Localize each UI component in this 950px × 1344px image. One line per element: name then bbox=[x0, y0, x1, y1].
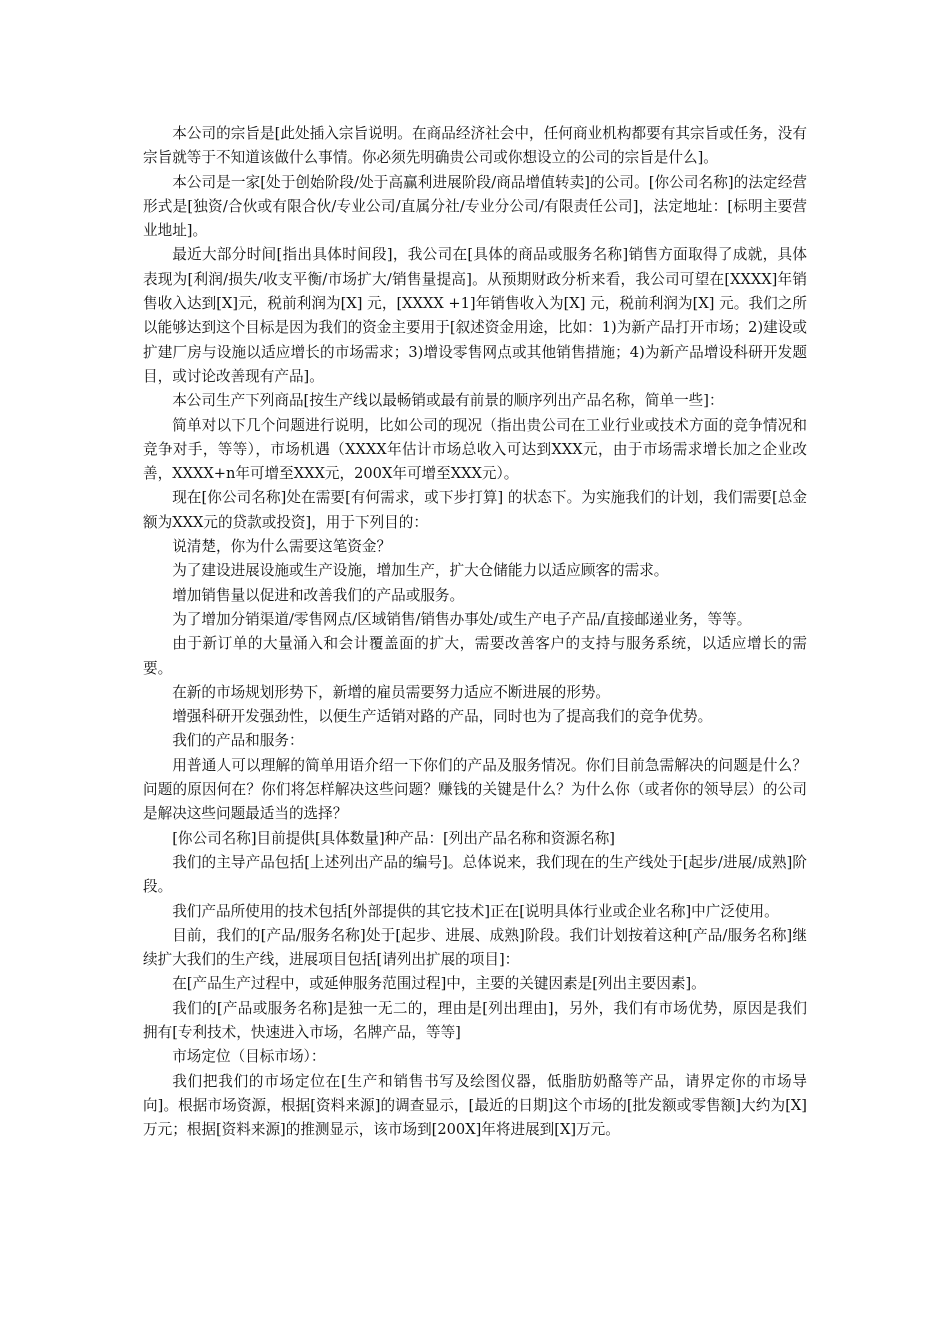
paragraph-purpose-support: 由于新订单的大量涌入和会计覆盖面的扩大，需要改善客户的支持与服务系统，以适应增长的需要。 bbox=[143, 635, 807, 677]
paragraph-product-list: 本公司生产下列商品[按生产线以最畅销或最有前景的顺序列出产品名称，简单一些]： bbox=[172, 392, 724, 410]
paragraph-company-form: 本公司是一家[处于创始阶段/处于高赢利进展阶段/商品增值转卖]的公司。[你公司名称]的法定经营形式是[独资/合伙或有限合伙/专业公司/直属分社/专业分公司/有限责任公司]，法定地址：[标明主要营业地址]。 bbox=[143, 173, 807, 240]
paragraph-stage: 目前，我们的[产品/服务名称]处于[起步、进展、成熟]阶段。我们计划按着这种[产品/服务名称]继续扩大我们的生产线，进展项目包括[请列出扩展的项目]： bbox=[143, 926, 807, 969]
paragraph-purpose-channels: 为了增加分销渠道/零售网点/区域销售/销售办事处/或生产电子产品/直接邮递业务，等等。 bbox=[172, 610, 752, 628]
paragraph-key-factors: 在[产品生产过程中，或延伸服务范围过程]中，主要的关键因素是[列出主要因素]。 bbox=[172, 975, 706, 993]
paragraph-products-intro: 用普通人可以理解的简单用语介绍一下你们的产品及服务情况。你们目前急需解决的问题是什么？问题的原因何在？你们将怎样解决这些问题？赚钱的关键是什么？为什么你（或者你的领导层）的公司是解决这些问题最适当的选择？ bbox=[143, 756, 807, 823]
document-body bbox=[143, 122, 807, 1142]
paragraph-technology: 我们产品所使用的技术包括[外部提供的其它技术]正在[说明具体行业或企业名称]中广泛使用。 bbox=[172, 902, 779, 920]
paragraph-main-products: 我们的主导产品包括[上述列出产品的编号]。总体说来，我们现在的生产线处于[起步/进展/成熟]阶段。 bbox=[143, 853, 807, 896]
paragraph-mission: 本公司的宗旨是[此处插入宗旨说明。在商品经济社会中，任何商业机构都要有其宗旨或任务，没有宗旨就等于不知道该做什么事情。你必须先明确贵公司或你想设立的公司的宗旨是什么]。 bbox=[143, 125, 807, 167]
paragraph-situation: 简单对以下几个问题进行说明，比如公司的现况（指出贵公司在工业行业或技术方面的竞争情况和竞争对手，等等），市场机遇（XXXX年估计市场总收入可达到XXX元，由于市场需求增长加之企业改善，XXXX+n年可增至XXX元，200X年可增至XXX元）。 bbox=[143, 416, 807, 483]
paragraph-purpose-rnd: 增强科研开发强劲性，以便生产适销对路的产品，同时也为了提高我们的竞争优势。 bbox=[172, 708, 713, 726]
paragraph-products-offered: [你公司名称]目前提供[具体数量]种产品：[列出产品名称和资源名称] bbox=[172, 829, 615, 847]
paragraph-market-position: 我们把我们的市场定位在[生产和销售书写及绘图仪器，低脂肪奶酪等产品，请界定你的市场导向]。根据市场资源，根据[资料来源]的调查显示，[最近的日期]这个市场的[批发额或零售额]大约为[X]万元；根据[资料来源]的推测显示，该市场到[200X]年将进展到[X]万元。 bbox=[143, 1072, 807, 1139]
paragraph-purpose-sales: 增加销售量以促进和改善我们的产品或服务。 bbox=[172, 586, 465, 604]
section-heading-market: 市场定位（目标市场）： bbox=[172, 1048, 326, 1066]
paragraph-purpose-staff: 在新的市场规划形势下，新增的雇员需要努力适应不断进展的形势。 bbox=[172, 683, 611, 701]
paragraph-purpose-facilities: 为了建设进展设施或生产设施，增加生产，扩大仓储能力以适应顾客的需求。 bbox=[172, 562, 669, 580]
paragraph-uniqueness: 我们的[产品或服务名称]是独一无二的，理由是[列出理由]，另外，我们有市场优势，原因是我们拥有[专利技术，快速进入市场，名牌产品，等等] bbox=[143, 999, 807, 1041]
section-heading-products: 我们的产品和服务： bbox=[172, 732, 304, 750]
paragraph-funding-need: 现在[你公司名称]处在需要[有何需求，或下步打算] 的状态下。为实施我们的计划，我们需要[总金额为XXX元的贷款或投资]，用于下列目的： bbox=[143, 489, 807, 531]
paragraph-recent-achievements: 最近大部分时间[指出具体时间段]，我公司在[具体的商品或服务名称]销售方面取得了成就，具体表现为[利润/损失/收支平衡/市场扩大/销售量提高]。从预期财政分析来看，我公司可望在[XXXX]年销售收入达到[X]元，税前利润为[X] 元，[XXXX +1]年销售收入为[X] 元，税前利润为[X] 元。我们之所以能够达到这个目标是因为我们的资金主要用于[叙述资金用途，比如：1)为新产品打开市场；2)建设或扩建厂房与设施以适应增长的市场需求；3)增设零售网点或其他销售措施；4)为新产品增设科研开发题目，或讨论改善现有产品]。 bbox=[143, 246, 807, 385]
paragraph-why-funding: 说清楚，你为什么需要这笔资金？ bbox=[172, 538, 392, 556]
